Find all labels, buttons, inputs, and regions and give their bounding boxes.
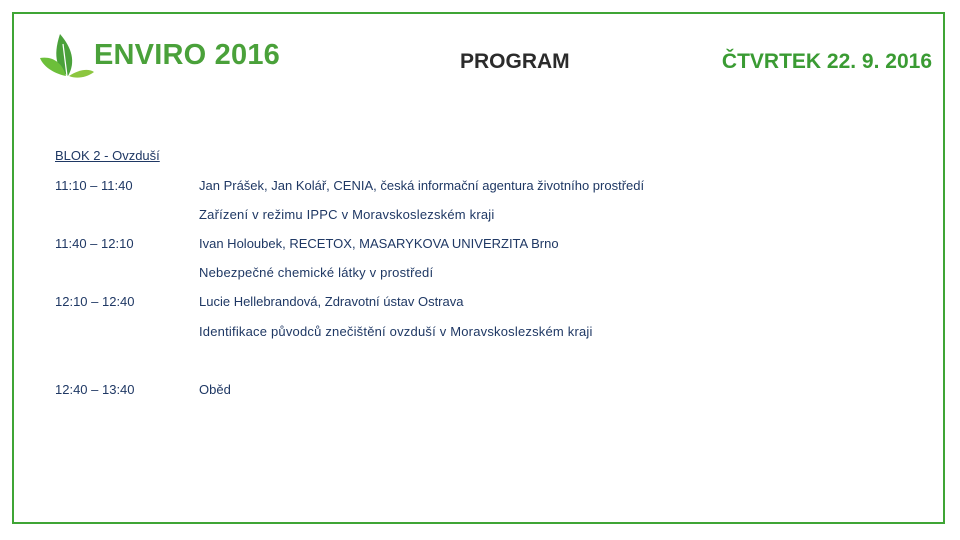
leaf-icon [38, 30, 96, 80]
session-time: 11:10 – 11:40 [55, 178, 133, 193]
schedule-row [55, 294, 915, 312]
session-speaker: Oběd [199, 382, 231, 397]
schedule-topic-row [55, 324, 915, 342]
block-title: BLOK 2 - Ovzduší [55, 148, 160, 163]
session-speaker: Ivan Holoubek, RECETOX, MASARYKOVA UNIVERZITA Brno [199, 236, 559, 251]
session-topic: Nebezpečné chemické látky v prostředí [199, 265, 434, 280]
logo-name: ENVIRO [94, 39, 207, 71]
schedule-row [55, 382, 915, 400]
session-time: 11:40 – 12:10 [55, 236, 134, 251]
logo-year: 2016 [214, 39, 280, 71]
schedule-topic-row [55, 207, 915, 225]
event-date: ČTVRTEK 22. 9. 2016 [721, 50, 932, 73]
page-title: PROGRAM [460, 50, 570, 73]
session-time: 12:40 – 13:40 [55, 382, 135, 397]
session-topic: Zařízení v režimu IPPC v Moravskoslezském kraji [199, 207, 495, 222]
session-speaker: Lucie Hellebrandová, Zdravotní ústav Ostrava [199, 294, 464, 309]
session-topic: Identifikace původců znečištění ovzduší v Moravskoslezském kraji [199, 324, 593, 339]
session-time: 12:10 – 12:40 [55, 294, 135, 309]
session-speaker: Jan Prášek, Jan Kolář, CENIA, česká informační agentura životního prostředí [199, 178, 645, 193]
schedule-row [55, 178, 915, 196]
schedule-topic-row [55, 265, 915, 283]
schedule-row [55, 236, 915, 254]
